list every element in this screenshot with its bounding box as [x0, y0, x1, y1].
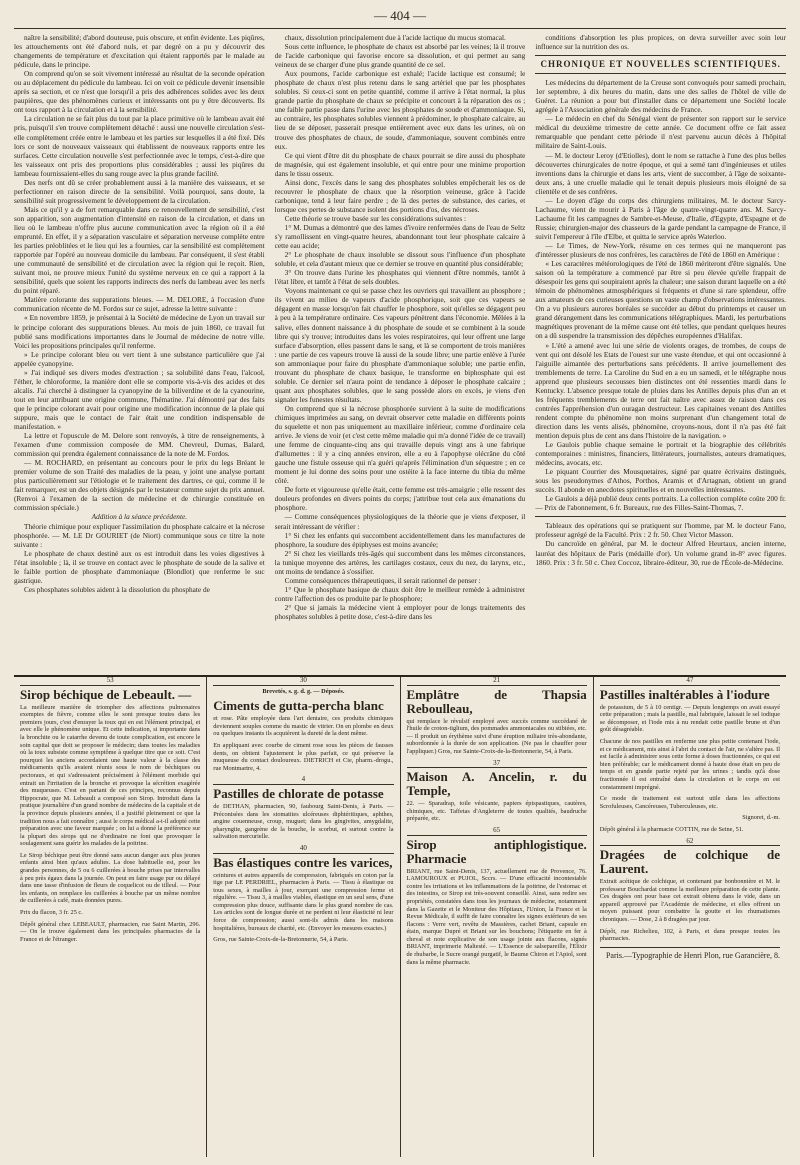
paragraph: chaux, dissolution principalement due à l'acide lactique du mucus stomacal. — [284, 33, 506, 42]
ad-number: 47 — [600, 677, 780, 686]
ad-title: Emplâtre de Thapsia Reboulleau, — [406, 686, 587, 716]
ad-column-1 — [14, 677, 207, 1157]
paragraph: Sous cette influence, le phosphate de chaux est absorbé par les veines; là il trouve de l'acide carbonique qui favorise encore sa dissolution, et qui permet au sang veineux de se charger d'une plus grande quantité de ce sel. — [274, 42, 526, 70]
paragraph: Aux poumons, l'acide carbonique est exhalé; l'acide lactique est consumé; le phosphate de chaux n'est plus retenu dans le sang artériel que par les phosphates solubles. Si ceux-ci sont en petite quantité, comme il arrive à l'état normal, la plus grande partie du phosphate de chaux se précipite et concourt à la réparation des os ; une faible partie passe dans l'urine avec les phosphates de soude et d'ammoniaque. Si, au contraire, les phosphates solubles viennent à prédominer, le phosphate calcaire, au lieu de se déposer, passerait presque entièrement avec eux dans les urines, où on trouve des phosphates de chaux, de soude, d'ammoniaque, souvent combinés entre eux. — [274, 69, 526, 151]
column-2 — [275, 33, 526, 675]
paragraph: 3° On trouve dans l'urine les phosphates qui viennent d'être nommés, tantôt à l'état libre, et tantôt à l'état de sels doubles. — [274, 268, 526, 287]
paragraph: Le piquant Courrier des Mousquetaires, signé par quatre écrivains distingués, sous les pseudonymes d'Athos, Porthos, Aramis et d'Artagnan, obtient un grand succès. Il abonde en anecdotes spirituelles et en nouvelles intéressantes. — [535, 467, 786, 495]
paragraph: « Les caractères météorologiques de l'été de 1860 mériteront d'être signalés. Une saison où la température a commencé par être si peu élevée qu'elle frappait de désespoir les gens qui soupiraient après la chaleur; une saison durant laquelle on a été témoin de phénomènes atmosphériques si fréquents et d'une si rare splendeur, offre aux amateurs de ces curieuses questions un vaste champ d'observations intéressantes. On a vu plusieurs aurores boréales se succéder au début du printemps et causer un grand dérangement dans les communications télégraphiques. Mardi, les perturbations magnétiques provenant de la même cause ont été telles, que pendant quelques heures on a dû suspendre la transmission des dépêches européennes d'Halifax. — [535, 259, 786, 341]
ad-title: Sirop béchique de Lebeault. — — [20, 686, 192, 702]
page-number: — 404 — — [374, 8, 426, 23]
paragraph: — Comme conséquences physiologiques de la théorie que je viens d'exposer, il serait intéressant de vérifier : — [274, 512, 526, 531]
ad-body: et rose. Pâte employée dans l'art dentaire, ces produits chimiques deviennent souples comme du mastic de vitrier. On en plombe en deux ou quelques instants ils acquièrent la dureté de la dent même. — [213, 715, 394, 738]
ad-column-2 — [207, 677, 400, 1157]
divider — [535, 55, 786, 56]
ad-body: La meilleure manière de triompher des affections pulmonaires exemptes de fièvre, comme elles le sont presque toutes dans les premiers jours, c'est d'enrayer la toux qui en est l'élément principal, et avec elle le phénomène unique. Et cette indication, si importante dans la bronchite ou le catarrhe devenu de toute complication, est encore le soin capital que doit se proposer le médecin; dans toutes les maladies où la toux subsiste comme symptôme à quelque titre que ce soit. C'est pourquoi les anciens accordaient une haute valeur à la classe des médicaments qu'ils avaient réunis sous le nom de béchiques ou pectoraux, et qui s'adressaient précisément à l'élément morbide qui entrait un l'irritation de la bronche et provoque la sécrétion exagérée des muqueuses. C'est en partant de ces principes, reconnus depuis Hippocrate, que M. Lebeault a composé son Sirop. Introduit dans la pratique journalière d'un grand nombre de médecins de la capitale et de la province depuis plusieurs années, il a justifié pleinement ce que la tradition nous a fait connaître ; aussi le corps médical a-t-il adopté cette préparation avec une faveur marquée ; on lui a donné la préférence sur la plupart des sirops qui ne d'ordinaire ne font que provoquer le soulagement sans guérir les malades de la poitrine. — [20, 703, 201, 848]
ad-body: Extrait acétique de colchique, et contenant par bonbonnière et M. le professeur Bouchardat comme la meilleure préparation de cette plante. Ces dragées ont pour base cet extrait obtenu dans le vide, dans un appareil approuvé par l'Académie de médecine, et elles offrent un moyen puissant pour combattre la goutte et les rhumatismes chroniques. — Dose, 2 à 8 dragées par jour. — [599, 878, 780, 924]
ad-title: Dragées de colchique de Laurent. — [599, 847, 780, 877]
paragraph: — Le Times, de New-York, résume en ces termes qui ne manqueront pas d'intéresser plusieurs de nos confrères, les caractères de l'été de 1860 en Amérique : — [535, 240, 786, 260]
ad-brevet: Brevetés, s. g. d. g. — Déposés. — [262, 687, 345, 695]
paragraph: Ces phosphates solubles aident à la dissolution du phosphate de — [24, 584, 210, 594]
ad-number: 30 — [213, 677, 393, 686]
ad-body: 22. — Sparadrap, toile vésicante, papiers épispastiques, cautères, chimiques, etc. Taffetas d'Angleterre de toutes qualités, baudruche préparée, etc. — [406, 800, 587, 823]
ad-body: Le Sirop béchique peut être donné sans aucun danger aux plus jeunes enfants ainsi bien qu'aux adultes. La dose habituelle est, pour les grandes personnes, de 5 ou 6 cuillerées à bouche prises par intervalles à peu près égaux dans la journée. On peut en faire usage pur ou délayé dans une tasse d'infusion de fleurs de coquelicot ou de tilleul. — Pour les enfants, on remplace les cuillerées à bouche par un même nombre de cuillerées à café, mais données pures. — [20, 851, 201, 905]
page-header — [14, 8, 786, 29]
column-3 — [535, 33, 786, 675]
ad-column-3 — [401, 677, 594, 1157]
paragraph: 2° Le phosphate de chaux insoluble se dissout sous l'influence d'un phosphate soluble, et cela d'autant mieux que ce dernier se trouve en quantité plus considérable; — [274, 250, 526, 269]
paragraph: 2° Que si jamais la médecine vient à employer pour de longs traitements des phosphates solubles à petite dose, c'est-à-dire dans les — [274, 602, 526, 621]
column-1 — [14, 33, 265, 675]
ad-body: BRIANT, rue Saint-Denis, 137, actuellement rue de Provence, 76. LAMOUROUX et PUJOL, Sccrs. — D'une efficacité incontestable contre les irritations et les inflammations de la poitrine, de l'estomac et des intestins, ce Sirop est très-souvent conseillé. Ainsi, sans redire ses propriétés, constatées dans tous les journaux de médecine, notamment dans la Gazette et le Moniteur des Hôpitaux, l'Union, la France et la Revue Médicale, il suffit de faire connaître les signes extérieurs de ses flacons : Verre vert, revêtu de Massières, cachet Briant, capsule en étain, marque Dupré et Briant sur les bouchons; l'étiquette en fer à cheval et note explicative de son usage jointe aux flacons, signés BRIANT, imprimerie Maltesté. — L'Essence de salsepareille, l'Elixir de rhubarbe, le Sucre orangé purgatif, le Baume Chiron et l'Apiol, sont dans la même pharmacie. — [406, 867, 587, 966]
ad-depot: Dépôt général à la pharmacie COTTIN, rue de Seine, 51. — [599, 825, 744, 833]
paragraph: 2° Si chez les vieillards très-âgés qui succombent dans les mêmes circonstances, la tunique moyenne des artères, les cartilages costaux, ceux du nez, du larynx, etc., ont moins de tendance à s'ossifier. — [274, 548, 526, 576]
ad-number: 21 — [407, 677, 587, 686]
ad-column-4 — [594, 677, 786, 1157]
paragraph: Le Gaulois a déjà publié deux cents portraits. La collection complète coûte 200 fr. — Prix de l'abonnement, 6 fr. Bureaux, rue des Filles-Saint-Thomas, 7. — [535, 494, 786, 513]
paragraph: Les médecins du département de la Creuse sont convoqués pour samedi prochain, 1er septembre, à dix heures du matin, dans une des salles de l'hôtel de ville de Guéret. La réunion a pour but d'installer dans ce département une Société locale agrégée à l'Association générale des médecins de France. — [535, 78, 786, 115]
ad-price: Prix du flacon, 3 fr. 25 c. — [20, 909, 83, 917]
ad-body: qui remplace le révulsif employé avec succès comme succédané de l'huile de croton-tiglium, des pommades ammoniacales ou stibiées, etc. — Il produit un érythème suivi d'une éruption miliaire très-abondante, subordonnée à la durée de son application. (Ne pas le chauffer pour l'appliquer.) Gros, rue Sainte-Croix-de-la-Bretonnerie, 54, à Paris. — [406, 717, 587, 755]
paragraph: Comme conséquences thérapeutiques, il serait rationnel de penser : — [284, 575, 481, 585]
paragraph: La circulation ne se fait plus du tout par la place primitive où le lambeau avait été pris, puisqu'il s'en trouve complètement détaché : aussi une nouvelle circulation s'est-elle complètement créée entre le lambeau et les parties sur lesquelles il a été fixé. Dès lors ce sont de nouveaux vaisseaux qui établissent de nouveaux rapports entre les surfaces. Cette circulation nouvelle s'est perfectionnée avec le temps, c'est-à-dire que les vaisseaux ont pris des proportions plus considérables ; aussi les piqûres du lambeau fournissaient-elles du sang rouge avec la plus grande facilité. — [14, 114, 265, 178]
ad-depot: Dépôt général chez LEBEAULT, pharmacien, rue Saint Martin, 296. — On le trouve également dans les principales pharmacies de la France et de l'étranger. — [20, 920, 201, 943]
paragraph: — M. ROCHARD, en présentant au concours pour le prix du legs Bréant le premier volume de son Traité des maladies de la peau, y joint une analyse portant plus particulièrement sur l'étiologie et le traitement des dartres, ce qui, comme il le fait remarquer, est un des objets désignés par le testateur comme sujet du prix annuel. (Renvoi à l'examen de la section de médecine et de chirurgie constituée en commission spéciale.) — [14, 458, 265, 513]
ad-body: de potassium, de 5 à 10 centigr. — Depuis longtemps on avait essayé cette préparation ; mais la pastille, mal fabriquée, laissait le sel iodique se décomposer, et l'iode mis à nu rendait cette pastille brune et d'un goût désagréable. — [599, 703, 780, 734]
ad-title: Ciments de gutta-percha blanc — [213, 698, 384, 714]
paragraph: On comprend qu'on se soit vivement intéressé au résultat de la seconde opération ou au déplacement du pédicule du lambeau. Ici on voit ce pédicule devenir insensible après sa section, et ce n'est que lorsqu'il a pris des adhérences solides avec les deux paupières, que des phénomènes curieux et intéressants ont pu y être découverts. Ils ont tous rapport à la circulation et à la sensibilité. — [14, 69, 265, 115]
ad-depot: Dépôt, rue Richelieu, 102, à Paris, et dans presque toutes les pharmacies. — [599, 927, 780, 943]
ad-number: 65 — [407, 827, 587, 836]
paragraph: Ainsi donc, l'excès dans le sang des phosphates solubles empêcherait les os de recouvrer le phosphate de chaux que la résorption veineuse, grâce à l'acide carbonique, tend à leur faire perdre ; de là des pertes de substance, des caries, et lorsque ces pertes de substance isolent des portions d'os, des nécroses. — [274, 177, 526, 214]
book-notice: Tableaux des opérations qui se pratiquent sur l'homme, par M. le docteur Fano, professeur agrégé de la Faculté. Prix : 2 fr. 50. Chez Victor Masson. — [535, 521, 786, 540]
ad-address: Gros, rue Sainte-Croix-de-la-Bretonnerie, 54, à Paris. — [213, 936, 349, 944]
paragraph: Matière colorante des suppurations bleues. — M. DELORE, à l'occasion d'une communication récente de M. Fordos sur ce sujet, adresse la lettre suivante : — [14, 295, 265, 314]
paragraph: La lettre et l'opuscule de M. Delore sont renvoyés, à titre de renseignements, à l'examen d'une commission composée de MM. Chevreul, Dumas, Balard, commission qui prendra également connaissance de la note de M. Fordos. — [14, 431, 265, 459]
paragraph: — Le médecin en chef du Sénégal vient de présenter son rapport sur le service médical du deuxième trimestre de cette année. Ce document offre ce fait assez remarquable que pendant cette période il n'est parvenu aucun décès à l'hôpital militaire de Saint-Louis. — [535, 114, 786, 151]
divider — [535, 73, 786, 74]
section-heading: Addition à la séance précédente. — [91, 512, 188, 522]
ad-body: ceintures et autres appareils de compression, fabriqués en coton par la tige par LE PERDRIEL, pharmacien à Paris. — Tissu à élastique ou tous sexes, à mailles à jour, exerçant une compression ferme et régulière. — Tissu 3, à mailles viables, élastique en un seul sens, d'une compression plus douce, suffisante dans le plus grand nombre de cas. Les articles sont de longue durée et ne perdent ni leur élasticité ni leur force de compression; aussi sont-ils admis dans les maisons hospitalières, bureaux de charité, etc. (Envoyer les mesures exactes.) — [213, 871, 394, 932]
ad-title: Pastilles inaltérables à l'iodure — [599, 686, 770, 702]
paragraph: » Le principe colorant bleu ou vert tient à une substance particulière que j'ai appelée cyanopyine. — [14, 349, 265, 368]
ad-number: 53 — [20, 677, 200, 686]
paragraph: 1° Que le phosphate basique de chaux doit être le meilleur remède à administrer contre l'affection des os produite par le phosphore; — [274, 584, 526, 603]
book-notice: Du cancroïde en général, par M. le docteur Alfred Heurtaux, ancien interne, lauréat des hôpitaux de Paris (médaille d'or). Un volume grand in-8° avec figures. 1860. Prix : 3 fr. 50 c. Chez Coccoz, libraire-éditeur, 30, rue de l'École-de-Médecine. — [535, 539, 786, 567]
paragraph: Le Gaulois publie chaque semaine le portrait et la biographie des célébrités contemporaines : ministres, financiers, littérateurs, journalistes, auteurs dramatiques, médecins, avocats, etc. — [535, 440, 786, 468]
paragraph: — Le doyen d'âge du corps des chirurgiens militaires, M. le docteur Sarcy-Lachaume, vient de mourir à Paris à l'âge de quatre-vingt-quatre ans. M. Sarcy-Lachaume fit les campagnes de Sambre-et-Meuse, d'Italie, d'Egypte, d'Espagne et de Russie; chirurgien-major des chasseurs de la garde pendant la campagne de France, il suivit l'empereur à l'île d'Elbe, et quitta le service après Waterloo. — [535, 195, 786, 241]
section-title: CHRONIQUE ET NOUVELLES SCIENTIFIQUES. — [540, 59, 781, 70]
ad-number: 37 — [407, 760, 587, 769]
paragraph: » L'été a amené avec lui une série de violents orages, de trombes, de coups de vent qui ont désolé les Etats de l'ouest sur une vaste étendue, et qui ont occasionné à l'aiguille aimantée des perturbations sans précédents. Il arrive journellement des tremblements de terre. La Caroline du Sud en a eu un samedi, et le télégraphe nous apprend que plusieurs secousses bien distinctes ont été ressenties mardi dans le Kentucky. L'absence presque totale de pluies dans les Antilles depuis plus d'un an et les fréquents tremblements de terre ont fait naître avec assez de raison dans ces contrées l'appréhension d'un ouragan destructeur. Les capitaines venant des Antilles rendent compte du phénomène non moins surprenant d'un changement total de direction dans les vents alisés, phénomène, croyons-nous, dont il n'a pas été fait mention depuis plus de cent ans dans l'histoire de la navigation. » — [535, 340, 786, 440]
advertisements — [14, 675, 786, 1157]
paragraph: — M. le docteur Leroy (d'Etiolles), dont le nom se rattache à l'une des plus belles découvertes chirurgicales de notre époque, et qui a semé tant d'ingénieuses et utiles inventions dans la chirurgie et dans les arts, vient de succomber, à l'âge de soixante-deux ans, à une cruelle maladie qui le tenait depuis plusieurs mois éloigné de sa clientèle et de ses confrères. — [535, 150, 786, 196]
paragraph: 1° M. Dumas a démontré que des lames d'ivoire renfermées dans de l'eau de Seltz s'y ramollissent en vingt-quatre heures, abandonnant tout leur phosphate calcaire à cette eau acide; — [274, 222, 526, 251]
printer-footer: Paris.—Typographie de Henri Plon, rue Garancière, 8. — [605, 950, 780, 960]
paragraph: Le phosphate de chaux destiné aux os est introduit dans les voies digestives à l'état insoluble ; là, il se trouve en contact avec le phosphate de soude de la salive et le faible portion de phosphate d'ammoniaque (Blondlot) que renferme le suc gastrique. — [14, 548, 265, 585]
ad-body: Ce mode de traitement est surtout utile dans les affections Scrofuleuses, Cancéreuses, Tuberculeuses, etc. — [599, 795, 780, 810]
paragraph: conditions d'absorption les plus propices, on devra surveiller avec soin leur influence sur la nutrition des os. — [535, 33, 786, 52]
paragraph: naître la sensibilité; d'abord douteuse, puis obscure, et enfin évidente. Les piqûres, les attouchements ont été d'abord nuls, et par degré on a pu y découvrir des changements de température et d'excitation qui étaient rapportés par le malade au pédicule, dans le principe. — [14, 33, 265, 70]
paragraph: 1° Si chez les enfants qui succombent accidentellement dans les manufactures de phosphore, la soudure des épiphyses est moins avancée; — [274, 530, 526, 549]
ad-title: Pastilles de chlorate de potasse — [213, 785, 384, 801]
divider — [600, 947, 780, 948]
divider — [535, 516, 786, 517]
paragraph: « En novembre 1859, je présentai à la Société de médecine de Lyon un travail sur le principe colorant des suppurations bleues. Au mois de juin 1860, ce travail fut publié sans modifications importantes dans le Journal de médecine de notre ville. Voici les propositions principales qu'il renferme. — [14, 313, 265, 350]
ad-body: Chacune de nos pastilles en renferme une plus petite contenant l'iode, et ce médicament, mis ainsi à l'abri du contact de l'air, ne s'altère pas. Il est facile à administrer sous cette forme à doses fractionnées, ce qui est bien préférable; car le médicament donné à haute dose était en peu de temps et en grande partie rejeté par les urines ; tandis qu'à dose fractionnée il est entraîné dans la circulation et le corps en est constamment imprégné. — [599, 737, 780, 791]
article-columns — [14, 33, 786, 675]
paragraph: On comprend que si la nécrose phosphorée survient à la suite de modifications chimiques imprimées au sang, on devrait observer cette maladie en différents points du squelette et non pas uniquement au maxillaire inférieur, comme d'ordinaire cela arrive. Je viens de voir (et c'est cette même maladie qui m'a donné l'idée de ce travail) une femme de cinquante-cinq ans qui travaille depuis vingt ans à une fabrique d'allumettes : il y a cinq années environ, elle a eu à l'apophyse olécrâne du côté gauche une fistule osseuse qui n'a guéri qu'après l'élimination d'un séquestre ; en ce moment je lui donne des soins pour une ostéite à la face interne du tibia du même côté. — [274, 403, 526, 486]
paragraph: Cette théorie se trouve basée sur les considérations suivantes : — [284, 213, 467, 223]
paragraph: Mais ce qu'il y a de fort remarquable dans ce renouvellement de sensibilité, c'est son apparition, son augmentation d'intensité en raison de la circulation, et dans un lieu où le lambeau n'offre plus aucune communication avec la région où il a été emprunté. En effet, il y a séparation vasculaire et séparation nerveuse complète entre les parties préoblitées et le lieu qui les a fournies, car la sensibilité est complètement rapportée par l'opéré au nouveau domicile du lambeau. Par conséquent, il s'est établi une communauté de sensibilité et de circulation avec la région qui le reçoit. Rien, suivant moi, ne prouve mieux l'unité du système nerveux en ce qui a rapport à la sensibilité, quels que soient les rapports indirects des nerfs du lambeau avec les nerfs du point réparé. — [14, 204, 265, 296]
paragraph: Des nerfs ont dû se créer probablement aussi à la manière des vaisseaux, et se perfectionner en raison directe de la sensibilité. Voilà pourquoi, sans doute, la sensibilité suit progressivement le développement de la circulation. — [14, 177, 265, 205]
ad-title: Maison A. Ancelin, r. du Temple, — [406, 769, 587, 799]
paragraph: De forte et vigoureuse qu'elle était, cette femme est très-amaigrie ; elle ressent des douleurs profondes en divers points du corps; j'attribue tout cela aux émanations du phosphore. — [274, 485, 526, 513]
paragraph: Voyons maintenant ce qui se passe chez les ouvriers qui travaillent au phosphore ; ils vivent au milieu de vapeurs d'acide phosphorique, soit que ces vapeurs se dégagent en masse lorsqu'on fait chauffer le phosphore, soit qu'elles se dégagent peu à peu à la température ordinaire. Ces vapeurs pénètrent dans l'économie. Mêlées à la salive, elles donnent naissance à du phosphate de soude et se combinent à la soude libre qui s'y trouve; introduites dans les voies respiratoires, qui leur offrent une large surface d'absorption, elles passent dans le sang, et là se comportent de trois manières : une partie de ces vapeurs trouve là aussi de la soude libre; une partie enlève à l'urée son ammoniaque pour faire du phosphate d'ammoniaque soluble; une partie enfin, trouvant du phosphate de chaux basique, le transforme en biphosphate qui est soluble. Ce dernier sel n'aura point de tendance à déposer le phosphate calcaire ; quant aux phosphates solubles, que le sang possède alors en excès, je viens d'en signaler les funestes résultats. — [274, 286, 526, 404]
ad-title: Sirop antiphlogistique. Pharmacie — [406, 836, 587, 866]
ad-signature: Signoret, d.-m. — [742, 814, 780, 822]
ad-number: 4 — [213, 776, 393, 785]
ad-number: 62 — [600, 838, 780, 847]
paragraph: » J'ai indiqué ses divers modes d'extraction ; sa solubilité dans l'eau, l'alcool, l'éther, le chloroforme, la manière dont elle se comporte vis-à-vis des acides et des alcalis. J'ai cherché à distinguer la cyanopyine de la biliverdine et de la cyanourine, tout en leur attribuant une origine commune, l'hématine. J'ai démontré par des faits que le principe colorant avait pour origine une modification inconnue de la plaie qui suppure, mais que le contact de l'air était une condition indispensable de manifestation. » — [14, 367, 265, 432]
ad-number: 40 — [213, 845, 393, 854]
ad-body: de DETHAN, pharmacien, 90, faubourg Saint-Denis, à Paris. — Préconisées dans les stomatites ulcéreuses diphtéritiques, aphthes, angine couenneuse, croup, muguet; dans les gingivites, amygdalite, pharyngite, gangrène de la bouche, le scorbut, et surtout contre la salivation mercurielle. — [213, 802, 394, 841]
ad-body: En appliquant avec courbe de ciment rose sous les pièces de fausses dents, on obtient l'ajustement le plus parfait, ce qui préserve la muqueuse du contact douloureux. DIETRICH et Cie, pharm.-drogu., rue Montmartre, 4. — [213, 741, 394, 772]
ad-title: Bas élastiques contre les varices, — [213, 854, 393, 870]
paragraph: Ce qui vient d'être dit du phosphate de chaux pourrait se dire aussi du phosphate de magnésie, qui est également insoluble, et qui entre pour une minime proportion dans le tissu osseux. — [274, 150, 526, 178]
paragraph: Théorie chimique pour expliquer l'assimilation du phosphate calcaire et la nécrose phosphorée. — M. LE Dr GOURIET (de Niort) communique sous ce titre la note suivante : — [14, 521, 265, 549]
